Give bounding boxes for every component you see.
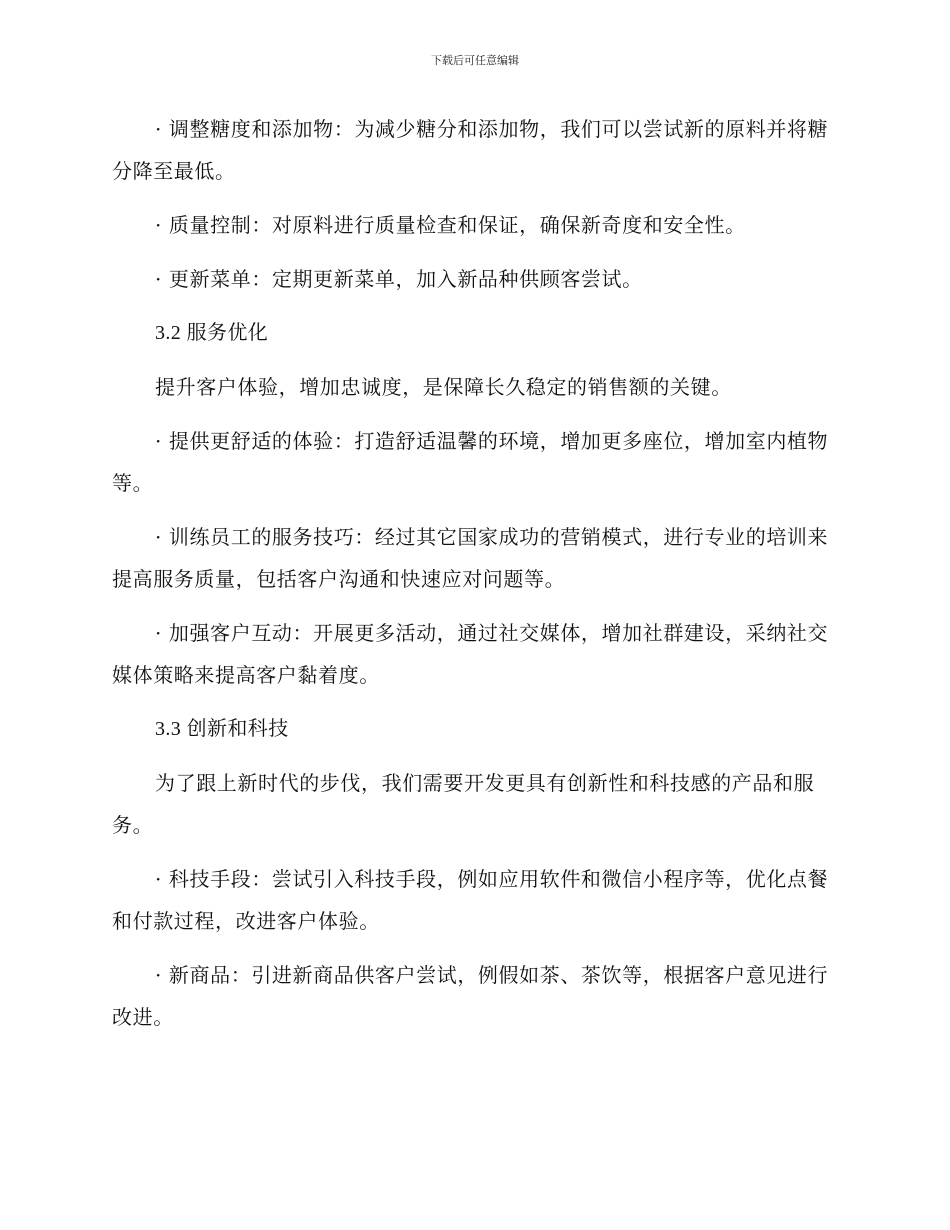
page-header: 下载后可任意编辑 [431, 54, 519, 67]
bullet-paragraph: · 新商品：引进新商品供客户尝试，例假如茶、茶饮等，根据客户意见进行改进。 [112, 963, 829, 1029]
bullet-paragraph: · 质量控制：对原料进行质量检查和保证，确保新奇度和安全性。 [155, 213, 746, 237]
bullet-paragraph: · 训练员工的服务技巧：经过其它国家成功的营销模式，进行专业的培训来提高服务质量，包括客户沟通和快速应对问题等。 [112, 525, 829, 591]
section-heading: 3.2 服务优化 [155, 322, 269, 344]
bullet-paragraph: · 科技手段：尝试引入科技手段，例如应用软件和微信小程序等，优化点餐和付款过程，改进客户体验。 [112, 867, 829, 933]
bullet-paragraph: · 更新菜单：定期更新菜单，加入新品种供顾客尝试。 [155, 267, 643, 291]
body-paragraph: 为了跟上新时代的步伐，我们需要开发更具有创新性和科技感的产品和服务。 [112, 771, 815, 837]
bullet-paragraph: · 加强客户互动：开展更多活动，通过社交媒体，增加社群建设，采纳社交媒体策略来提高客户黏着度。 [112, 621, 829, 687]
bullet-paragraph: · 提供更舒适的体验：打造舒适温馨的环境，增加更多座位，增加室内植物等。 [112, 429, 829, 495]
section-heading: 3.3 创新和科技 [155, 718, 289, 740]
body-paragraph: 提升客户体验，增加忠诚度，是保障长久稳定的销售额的关键。 [155, 375, 732, 399]
bullet-paragraph: · 调整糖度和添加物：为减少糖分和添加物，我们可以尝试新的原料并将糖分降至最低。 [112, 117, 829, 183]
document-body [112, 108, 832, 1050]
